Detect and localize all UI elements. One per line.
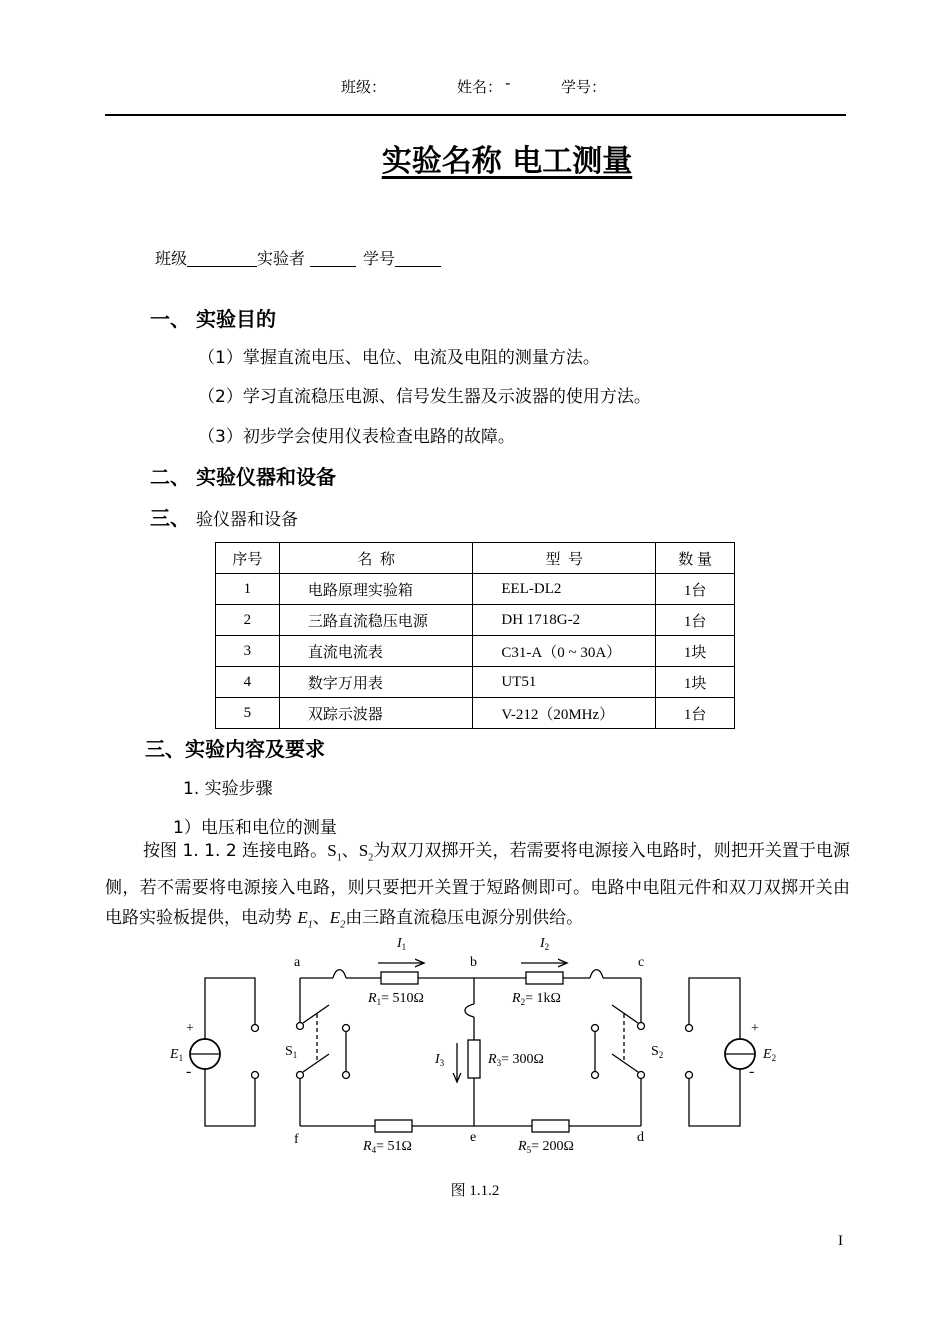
switch-s2-blade-1 xyxy=(612,1005,638,1023)
label-i3 xyxy=(434,1052,445,1068)
fill-id-blank xyxy=(395,250,441,267)
e2-plus: + xyxy=(751,1021,759,1036)
label-r5 xyxy=(517,1139,574,1155)
section3b-heading: 三、实验内容及要求 xyxy=(145,737,325,761)
table-cell: 1块 xyxy=(656,667,735,698)
table-cell: C31-A（0 ~ 30A） xyxy=(473,636,656,667)
label-i1 xyxy=(396,936,406,952)
r2-sub: 2 xyxy=(520,997,526,1007)
label-r2 xyxy=(511,991,561,1007)
resistor-r1 xyxy=(381,972,418,984)
switch-s1-ref xyxy=(327,841,342,864)
table-row xyxy=(216,698,735,729)
table-cell: V-212（20MHz） xyxy=(473,698,656,729)
section2-heading xyxy=(150,461,336,490)
table-cell: 数字万用表 xyxy=(279,667,473,698)
table-header: 序号 xyxy=(216,543,280,574)
s2-sub: 2 xyxy=(368,852,374,864)
node-e: e xyxy=(470,1130,477,1145)
table-cell: 1块 xyxy=(656,636,735,667)
s2-label-sub: 2 xyxy=(658,1050,664,1060)
e1-plus: + xyxy=(186,1021,194,1036)
r3-sym: R xyxy=(488,1052,497,1067)
s1-sym: S xyxy=(327,841,337,860)
r5-sub: 5 xyxy=(526,1145,532,1155)
objective-item-1: （1）掌握直流电压、电位、电流及电阻的测量方法。 xyxy=(198,348,600,368)
table-row xyxy=(216,574,735,605)
header-rule xyxy=(105,114,846,116)
section1-num: 一、 xyxy=(150,307,190,331)
table-row xyxy=(216,667,735,698)
fill-experimenter-blank xyxy=(310,250,356,267)
s1-label-sub: 1 xyxy=(292,1050,298,1060)
fill-line xyxy=(155,246,441,269)
crossover-mid xyxy=(465,1004,474,1017)
steps-sub-heading: 1）电压和电位的测量 xyxy=(173,818,337,838)
r2-value: = 1kΩ xyxy=(525,991,561,1006)
label-r3 xyxy=(487,1052,544,1068)
r5-sym: R xyxy=(518,1139,527,1154)
steps-heading: 1. 实验步骤 xyxy=(183,779,273,799)
r1-sub: 1 xyxy=(376,997,382,1007)
table-cell: 3 xyxy=(216,636,280,667)
page-number: I xyxy=(838,1233,843,1249)
table-cell: 4 xyxy=(216,667,280,698)
e2-label-sub: 2 xyxy=(771,1053,777,1063)
section1-title: 实验目的 xyxy=(196,307,276,331)
node-b: b xyxy=(470,955,477,970)
resistor-r5 xyxy=(532,1120,569,1132)
r1-value: = 510Ω xyxy=(381,991,424,1006)
label-e2 xyxy=(762,1047,776,1063)
table-cell: 电路原理实验箱 xyxy=(279,574,473,605)
switch-s2-ref xyxy=(358,841,374,864)
crossover-left xyxy=(333,970,346,978)
table-cell: 三路直流稳压电源 xyxy=(279,605,473,636)
switch-s2-blade-2 xyxy=(612,1054,638,1072)
r4-sub: 4 xyxy=(371,1145,377,1155)
section2-num: 二、 xyxy=(150,465,190,489)
node-f: f xyxy=(294,1132,299,1147)
e2-sym: E xyxy=(329,908,341,928)
crossover-right xyxy=(590,970,603,978)
e1-label-sub: 1 xyxy=(178,1053,184,1063)
i1-sub: 1 xyxy=(401,942,407,952)
section2-title: 实验仪器和设备 xyxy=(196,465,336,489)
table-header-row xyxy=(216,543,735,574)
label-e1 xyxy=(169,1047,183,1063)
r4-value: = 51Ω xyxy=(376,1139,412,1154)
r3-sub: 3 xyxy=(496,1058,502,1068)
section3a-heading xyxy=(150,502,298,531)
i3-sub: 3 xyxy=(439,1058,445,1068)
figure-caption: 图 1.1.2 xyxy=(450,1183,500,1199)
i2-sub: 2 xyxy=(544,942,550,952)
objective-item-3: （3）初步学会使用仪表检查电路的故障。 xyxy=(198,427,515,447)
paragraph-sep: 、 xyxy=(312,908,330,929)
equipment-table xyxy=(215,542,735,729)
resistor-r3 xyxy=(468,1040,480,1078)
paragraph-text-1: 按图 1. 1. 2 连接电路。 xyxy=(143,841,328,861)
table-cell: DH 1718G-2 xyxy=(473,605,656,636)
table-cell: 双踪示波器 xyxy=(279,698,473,729)
label-i2 xyxy=(539,936,549,952)
e1-label-sym: E xyxy=(170,1047,179,1062)
section3a-title: 验仪器和设备 xyxy=(196,510,298,530)
r2-sym: R xyxy=(512,991,521,1006)
label-r1 xyxy=(367,991,424,1007)
table-header: 名 称 xyxy=(279,543,473,574)
resistor-r2 xyxy=(526,972,563,984)
e1-sub: 1 xyxy=(307,919,313,931)
i1-sym: I xyxy=(397,936,402,951)
paragraph-text-2: 为双刀双掷开关，若需要将电源接入电路时，则把开关置于电源侧，若不需要将电源接入电路，则只要把开关置于短路侧即可。电路中电阻元件和双刀双掷开关由电路实验板提供，电动势 xyxy=(105,841,851,929)
header-id-label: 学号： xyxy=(561,78,607,96)
table-cell: 5 xyxy=(216,698,280,729)
table-cell: 直流电流表 xyxy=(279,636,473,667)
switch-s1-blade-2 xyxy=(303,1054,329,1072)
e1-sym: E xyxy=(297,908,308,928)
node-a: a xyxy=(294,955,301,970)
table-cell: 2 xyxy=(216,605,280,636)
section1-heading xyxy=(150,303,276,332)
r1-sym: R xyxy=(368,991,377,1006)
table-cell: 1台 xyxy=(656,605,735,636)
table-cell: EEL-DL2 xyxy=(473,574,656,605)
table-cell: UT51 xyxy=(473,667,656,698)
circuit-diagram xyxy=(0,925,950,1165)
label-s1 xyxy=(285,1044,297,1060)
e2-label-sym: E xyxy=(763,1047,772,1062)
resistor-r4 xyxy=(375,1120,412,1132)
node-d: d xyxy=(637,1130,644,1145)
s2-sym: S xyxy=(358,841,369,860)
header-name-label: 姓名： xyxy=(457,78,503,96)
r3-value: = 300Ω xyxy=(501,1052,544,1067)
fill-class-label: 班级 xyxy=(155,249,188,268)
s1-sub: 1 xyxy=(336,852,342,864)
i2-sym: I xyxy=(540,936,545,951)
s1-label-sym: S xyxy=(285,1044,293,1059)
node-c: c xyxy=(638,955,645,970)
switch-s1-blade-1 xyxy=(303,1005,329,1023)
objective-item-2: （2）学习直流稳压电源、信号发生器及示波器的使用方法。 xyxy=(198,387,651,407)
i3-sym: I xyxy=(435,1052,440,1067)
section3a-num: 三、 xyxy=(150,506,190,530)
header-name-mark: - xyxy=(505,74,511,92)
table-header: 数 量 xyxy=(656,543,735,574)
header-class-label: 班级： xyxy=(341,78,387,96)
r5-value: = 200Ω xyxy=(531,1139,574,1154)
fill-class-blank xyxy=(187,250,257,267)
paragraph-text-3: 由三路直流稳压电源分别供给。 xyxy=(345,908,584,929)
e1-minus: - xyxy=(186,1063,192,1080)
table-row xyxy=(216,636,735,667)
s2-label-sym: S xyxy=(651,1044,659,1059)
table-cell: 1 xyxy=(216,574,280,605)
paragraph-sep: 、 xyxy=(341,841,359,861)
table-header: 型 号 xyxy=(473,543,656,574)
fill-id-label: 学号 xyxy=(363,249,396,268)
fill-experimenter-label: 实验者 xyxy=(257,249,306,268)
table-row xyxy=(216,605,735,636)
page-title: 实验名称 电工测量 xyxy=(381,144,633,179)
table-cell: 1台 xyxy=(656,698,735,729)
r4-sym: R xyxy=(363,1139,372,1154)
e2-sub: 2 xyxy=(340,919,346,931)
label-s2 xyxy=(651,1044,663,1060)
e2-minus: - xyxy=(749,1063,755,1080)
label-r4 xyxy=(362,1139,412,1155)
table-cell: 1台 xyxy=(656,574,735,605)
